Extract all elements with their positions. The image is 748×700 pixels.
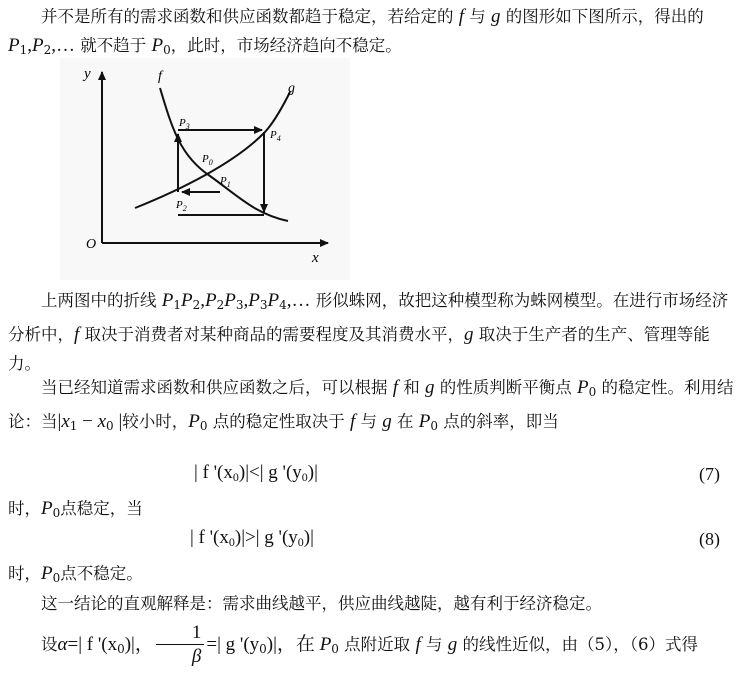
paragraph-stability: 当已经知道需求函数和供应函数之后，可以根据 f 和 g 的性质判断平衡点 $P_0$ 的稳定性。利用结论：当$|x_1 - x_0$ |较小时，$P_0$ 点的稳定性取决于 f 与 g 在 $P_0$ 点的斜率，即当 bbox=[8, 377, 734, 433]
paragraph-intro: 并不是所有的需求函数和供应函数都趋于稳定，若给定的 f 与 g 的图形如下图所示，得出的 $P_1,P_2,\dots$ 就不趋于 $P_0$，此时，市场经济趋向不稳定。 bbox=[8, 6, 704, 57]
label-p4: $P_4$ bbox=[270, 129, 281, 143]
equation-7: | f '$(x_0)|<|$ g '$(y_0)|$ bbox=[194, 462, 318, 484]
cobweb-figure bbox=[60, 58, 350, 280]
label-p2: $P_2$ bbox=[176, 199, 187, 213]
equation-8-number: (8) bbox=[699, 529, 720, 549]
equation-7-number: (7) bbox=[699, 464, 720, 484]
one-over-beta: $\frac{1}{\beta}$ bbox=[156, 622, 205, 669]
equation-8: | f '$(x_0)|>|$ g '$(y_0)|$ bbox=[190, 527, 314, 549]
label-p3: $P_3$ bbox=[179, 117, 190, 131]
supply-curve-g bbox=[135, 92, 290, 208]
label-p0: $P_0$ bbox=[202, 153, 213, 167]
line-unstable: 时，$P_0$点不稳定。 bbox=[8, 563, 143, 585]
curve-g-label: g bbox=[288, 81, 295, 96]
curve-f-label: f bbox=[158, 69, 162, 84]
paragraph-cobweb: 上两图中的折线 $P_1P_2,P_2P_3,P_3P_4,\dots$ 形似蛛网，故把这种模型称为蛛网模型。在进行市场经济分析中，f 取决于消费者对某种商品的需要程度及其消费水平，g 取决于生产者的生产、管理等能力。 bbox=[8, 290, 729, 373]
origin-label: O bbox=[86, 237, 97, 252]
label-p1: $P_1$ bbox=[220, 175, 231, 189]
cobweb-diagram bbox=[60, 58, 350, 280]
y-axis-label: y bbox=[84, 66, 91, 82]
paragraph-interpretation: 这一结论的直观解释是：需求曲线越平，供应曲线越陡，越有利于经济稳定。 bbox=[41, 594, 602, 613]
paragraph-linear-approx: 设α=| f '$(x_0)|$， $\frac{1}{\beta}$ =| g '$(y_0)|$，在 $P_0$ 点附近取 f 与 g 的线性近似，由（5），（6）式得 bbox=[41, 622, 698, 667]
line-stable: 时，$P_0$点稳定，当 bbox=[8, 498, 143, 520]
x-axis-label: x bbox=[312, 250, 319, 266]
